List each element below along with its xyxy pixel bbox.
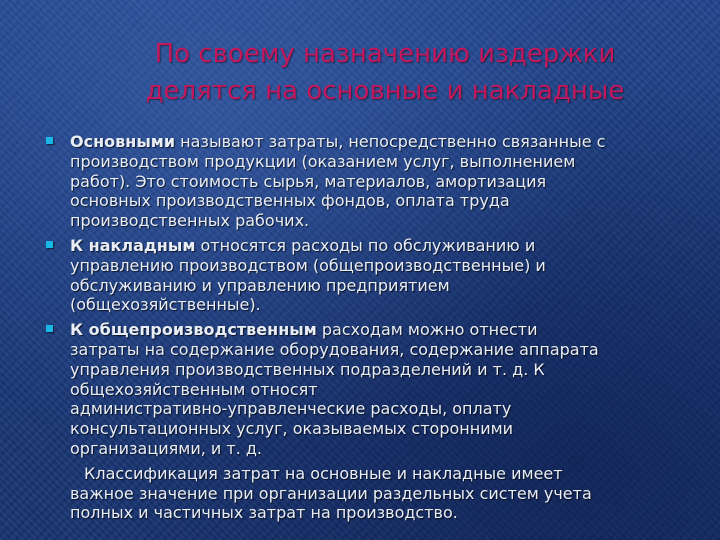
title-line-2: делятся на основные и накладные bbox=[145, 76, 625, 106]
paragraph-line: полных и частичных затрат на производство. bbox=[70, 503, 458, 523]
square-bullet-icon bbox=[46, 241, 53, 248]
bullet-line: (общехозяйственные). bbox=[70, 295, 261, 315]
closing-paragraph bbox=[44, 464, 708, 523]
bullet-line: управлению производством (общепроизводственные) и bbox=[70, 255, 546, 275]
slide-title bbox=[60, 36, 710, 110]
slide-content bbox=[44, 132, 708, 523]
bullet-line: консультационных услуг, оказываемых сторонними bbox=[70, 419, 514, 439]
bullet-line: производственных рабочих. bbox=[70, 211, 310, 231]
square-bullet-icon bbox=[46, 325, 53, 332]
bullet-keyword: К общепроизводственным bbox=[70, 320, 317, 340]
paragraph-line: Классификация затрат на основные и накладные имеет bbox=[84, 463, 563, 483]
bullet-line: основных производственных фондов, оплата труда bbox=[70, 191, 510, 211]
bullet-line: работ). Это стоимость сырья, материалов, амортизация bbox=[70, 171, 547, 191]
bullet-line: затраты на содержание оборудования, содержание аппарата bbox=[70, 339, 599, 359]
bullet-line: обслуживанию и управлению предприятием bbox=[70, 275, 450, 295]
bullet-first-line bbox=[70, 132, 708, 152]
bullet-text: расходам можно отнести bbox=[316, 320, 538, 340]
bullet-line: общехозяйственным относят bbox=[70, 379, 318, 399]
bullet-keyword: К накладным bbox=[70, 235, 196, 255]
square-bullet-icon bbox=[46, 137, 53, 144]
title-line-1: По своему назначению издержки bbox=[154, 39, 616, 69]
bullet-first-line bbox=[70, 236, 708, 256]
bullet-item-overhead-costs bbox=[44, 236, 708, 315]
bullet-line: административно-управленческие расходы, оплату bbox=[70, 399, 512, 419]
bullet-item-production-overhead bbox=[44, 320, 708, 459]
bullet-first-line bbox=[70, 320, 708, 340]
bullet-item-main-costs bbox=[44, 132, 708, 231]
paragraph-line: важное значение при организации раздельных систем учета bbox=[70, 483, 592, 503]
bullet-keyword: Основными bbox=[70, 132, 176, 151]
bullet-text: называют затраты, непосредственно связанные с bbox=[175, 132, 606, 151]
bullet-line: управления производственных подразделений и т. д. К bbox=[70, 359, 545, 379]
bullet-text: относятся расходы по обслуживанию и bbox=[195, 235, 536, 255]
bullet-line: организациями, и т. д. bbox=[70, 438, 263, 458]
bullet-line: производством продукции (оказанием услуг, выполнением bbox=[70, 151, 576, 171]
